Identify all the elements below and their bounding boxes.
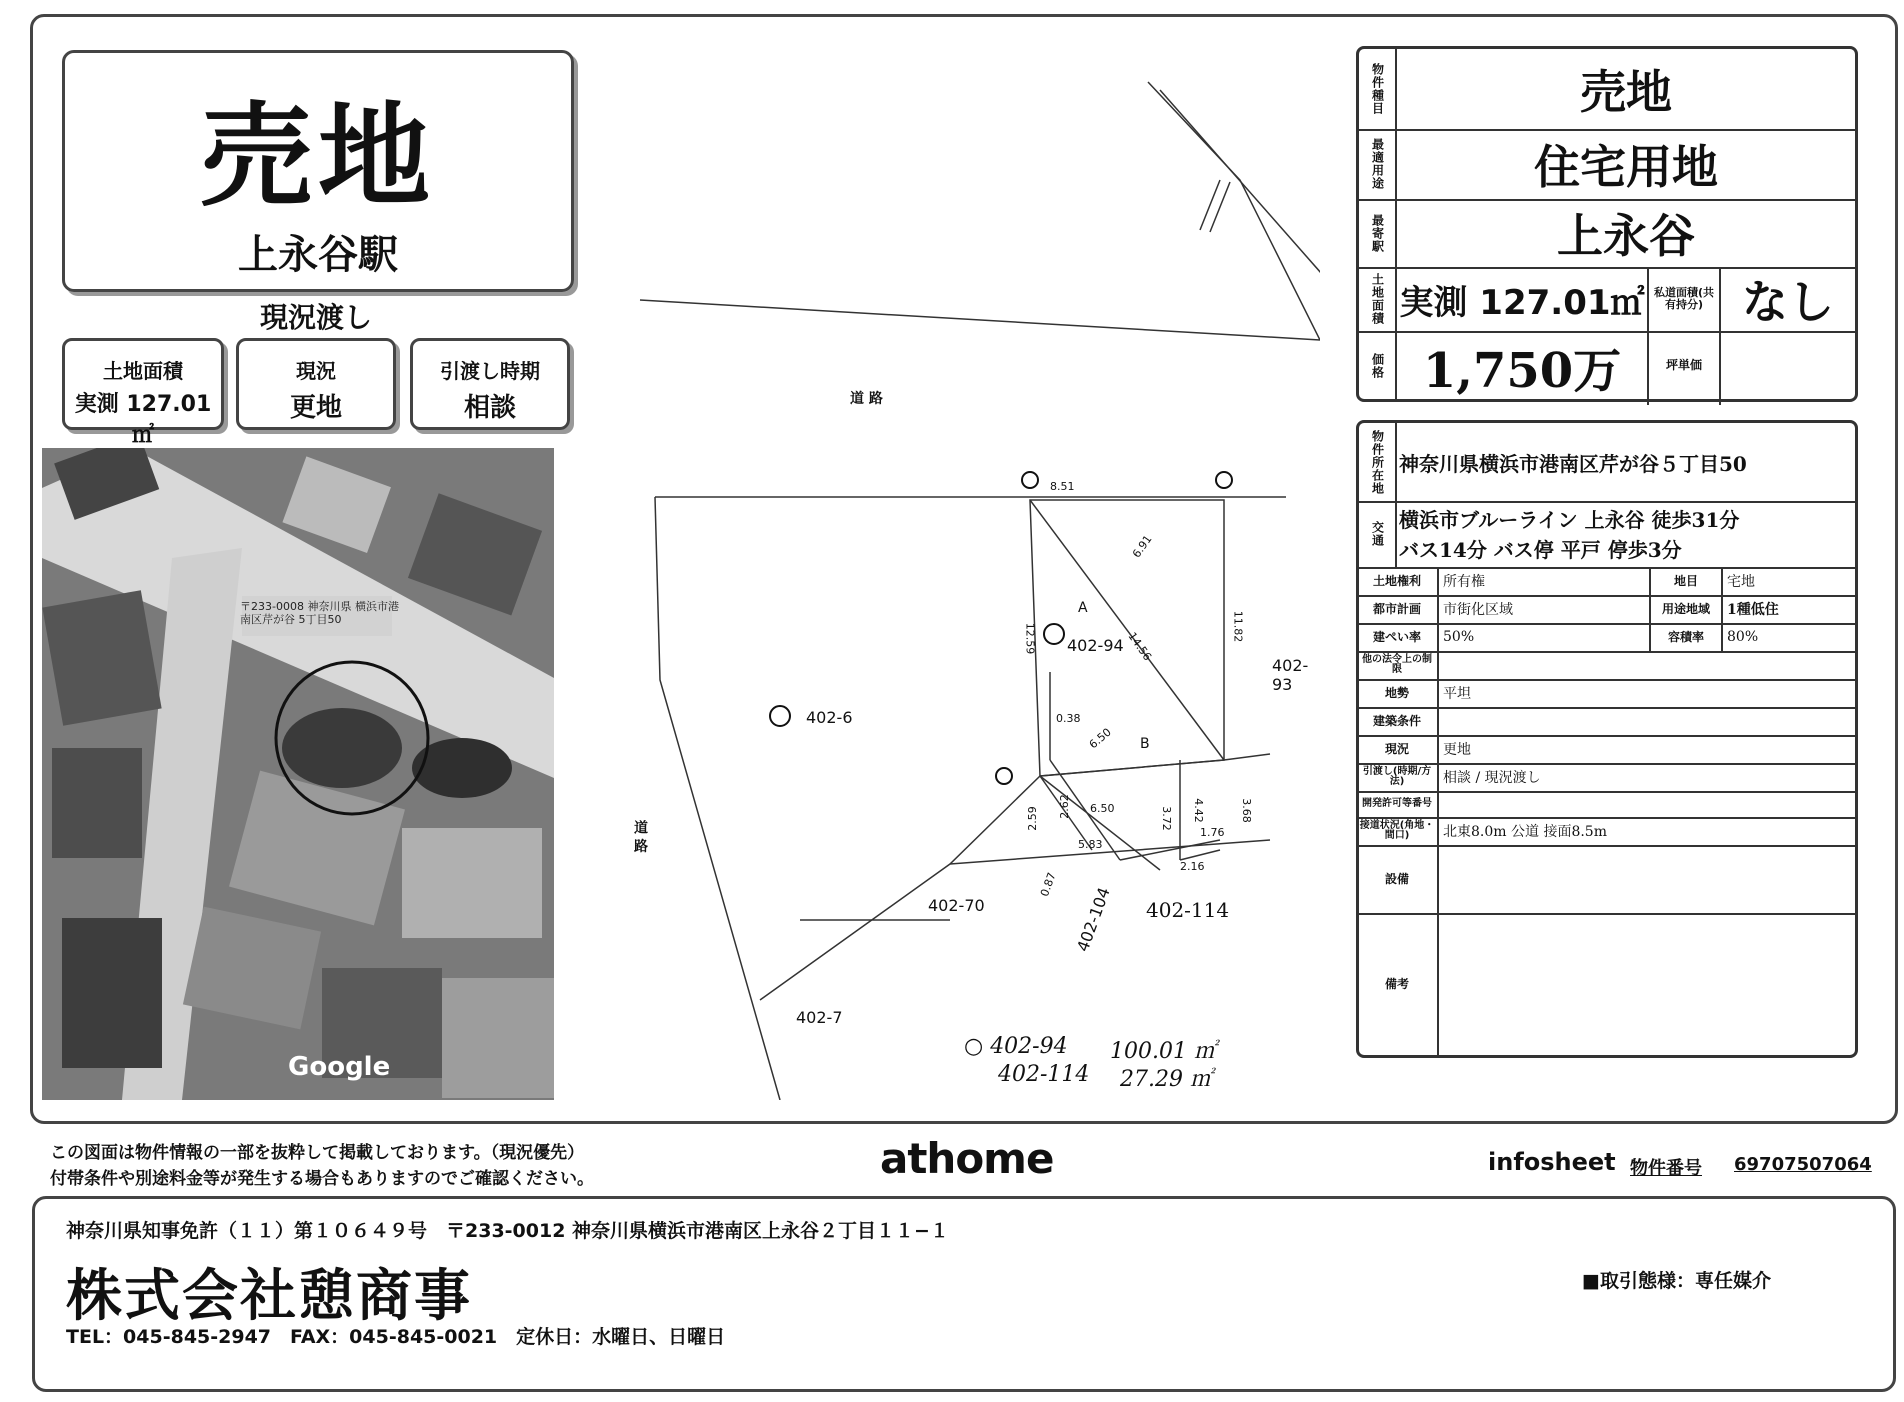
spec-value-transport-2: バス14分 バス停 平戸 停歩3分 — [1399, 537, 1682, 562]
spec-label-row: 備考 — [1384, 976, 1409, 991]
spec-label-row: 引渡し(時期/方法) — [1362, 765, 1432, 787]
spec-label-use: 最適用途 — [1370, 138, 1385, 190]
dimension-label: 5.83 — [1078, 838, 1103, 851]
dimension-label: 3.68 — [1239, 798, 1253, 823]
dimension-label: 2.59 — [1025, 806, 1039, 831]
spec-label-row: 現況 — [1384, 741, 1409, 756]
title-box — [62, 50, 574, 292]
spec-value-row: 市街化区域 — [1443, 602, 1513, 618]
summary-value: 実測 127.01㎡ — [74, 392, 212, 448]
dimension-label: 14.56 — [1125, 629, 1155, 664]
dimension-label: 11.82 — [1231, 610, 1245, 643]
athome-logo: athome — [880, 1134, 1054, 1183]
spec-value-row: 1種低住 — [1727, 602, 1779, 618]
dimension-label: 12.59 — [1023, 622, 1037, 655]
sublot-letter-b: B — [1140, 736, 1150, 752]
spec-value-row — [1443, 707, 1851, 735]
notice-line-1: この図面は物件情報の一部を抜粋して掲載しております。（現況優先） — [50, 1143, 585, 1163]
spec-value-row: 平坦 — [1443, 686, 1471, 702]
spec-value-row — [1443, 651, 1851, 679]
survey-drawing — [620, 60, 1320, 1100]
dimension-label: 6.91 — [1129, 532, 1155, 561]
property-number-label: 物件番号 — [1630, 1158, 1702, 1179]
spec-value-location: 神奈川県横浜市港南区芹が谷５丁目50 — [1399, 451, 1747, 476]
dimension-label: 2.62 — [1057, 794, 1071, 819]
spec-value-transport-1: 横浜市ブルーライン 上永谷 徒歩31分 — [1399, 507, 1740, 532]
spec-label-row: 地目 — [1673, 573, 1698, 588]
spec-label-type: 物件種目 — [1370, 63, 1385, 115]
company-name: 株式会社憩商事 — [66, 1264, 472, 1329]
area-note-value: 27.29 ㎡ — [1120, 1067, 1212, 1092]
google-watermark: Google — [288, 1052, 391, 1082]
summary-value: 相談 — [463, 393, 516, 423]
spec-value-row: 北東8.0m 公道 接面8.5m — [1443, 824, 1607, 840]
dimension-label: 6.50 — [1090, 802, 1115, 815]
aerial-photo — [42, 448, 554, 1100]
lot-label-402-104: 402-104 — [1073, 884, 1114, 955]
spec-label-row: 開発許可等番号 — [1362, 797, 1432, 809]
spec-label-tsubo: 坪単価 — [1665, 358, 1702, 373]
spec-label-price: 価格 — [1370, 353, 1385, 379]
photo-pin-text: 〒233-0008 神奈川県 横浜市港南区芹が谷 5丁目50 — [240, 600, 399, 627]
lot-label-main: 402-94 — [1067, 636, 1124, 655]
notice-line-2: 付帯条件や別途料金等が発生する場合もありますのでご確認ください。 — [50, 1169, 594, 1189]
summary-label: 土地面積 — [103, 359, 183, 383]
sublot-letter-a: A — [1078, 600, 1088, 616]
dimension-label: 0.38 — [1056, 712, 1081, 725]
area-note-value: 100.01 ㎡ — [1110, 1039, 1216, 1064]
spec-value-price: 1,750万 — [1422, 342, 1622, 399]
spec-table-summary — [1356, 46, 1858, 402]
area-note-lot: ○ 402-94 — [964, 1034, 1068, 1059]
summary-value: 更地 — [289, 393, 342, 423]
summary-box-handover — [410, 338, 570, 430]
title-station: 上永谷駅 — [238, 232, 398, 278]
spec-label-row: 建築条件 — [1372, 713, 1421, 728]
summary-box-area — [62, 338, 224, 448]
spec-value-area: 実測 127.01㎡ — [1399, 282, 1645, 323]
spec-label-row: 地勢 — [1384, 685, 1409, 700]
spec-value-row: 宅地 — [1727, 574, 1755, 590]
spec-label-location: 物件所在地 — [1370, 429, 1385, 495]
title-main: 売地 — [200, 92, 436, 222]
spec-value-row — [1443, 913, 1851, 1055]
spec-value-row: 相談 / 現況渡し — [1443, 770, 1541, 786]
license-line: 神奈川県知事免許（１１）第１０６４９号 〒233-0012 神奈川県横浜市港南区上永谷２丁目１１−１ — [66, 1220, 949, 1242]
trade-type: ■取引態様：専任媒介 — [1582, 1270, 1771, 1292]
spec-label-row: 接道状況(角地・間口) — [1359, 819, 1435, 841]
summary-label: 引渡し時期 — [440, 359, 540, 383]
spec-label-row: 容積率 — [1667, 629, 1704, 644]
road-label-side: 道 路 — [632, 820, 648, 853]
lot-label-402-7: 402-7 — [796, 1008, 843, 1027]
spec-value-row — [1443, 845, 1851, 913]
lot-label-402-70: 402-70 — [928, 896, 985, 915]
area-note-lot: 402-114 — [998, 1062, 1090, 1087]
spec-value-use: 住宅用地 — [1534, 140, 1718, 194]
dimension-label: 2.16 — [1180, 860, 1205, 873]
spec-value-private-road: なし — [1742, 275, 1834, 329]
infosheet-label: infosheet — [1488, 1148, 1616, 1176]
spec-label-row: 建ぺい率 — [1372, 629, 1421, 644]
spec-value-row — [1443, 791, 1851, 817]
road-label-top: 道 路 — [850, 391, 883, 407]
spec-label-transport: 交通 — [1370, 521, 1385, 547]
spec-label-row: 用途地域 — [1661, 601, 1710, 616]
spec-table-details — [1356, 420, 1858, 1058]
spec-label-private-road: 私道面積(共有持分) — [1653, 285, 1715, 311]
summary-label: 現況 — [296, 359, 336, 383]
dimension-label: 0.87 — [1037, 870, 1059, 899]
property-number: 69707507064 — [1734, 1154, 1872, 1175]
spec-value-row: 更地 — [1443, 742, 1471, 758]
spec-value-row: 所有権 — [1443, 574, 1485, 590]
spec-label-row: 他の法令上の制限 — [1362, 653, 1432, 675]
dimension-label: 3.72 — [1159, 806, 1173, 831]
spec-value-row: 80% — [1727, 629, 1759, 645]
lot-label-402-114: 402-114 — [1146, 898, 1230, 922]
lot-label-402-93: 402-93 — [1272, 656, 1309, 694]
contact-line: TEL：045-845-2947 FAX：045-845-0021 定休日：水曜日、日曜日 — [66, 1326, 726, 1348]
spec-label-area: 土地面積 — [1370, 273, 1385, 325]
spec-label-row: 設備 — [1384, 871, 1409, 886]
spec-label-row: 都市計画 — [1372, 601, 1421, 616]
spec-label-station: 最寄駅 — [1370, 213, 1385, 253]
dimension-label: 1.76 — [1200, 826, 1225, 839]
handover-status: 現況渡し — [260, 301, 373, 334]
dimension-label: 6.50 — [1086, 725, 1114, 752]
spec-value-type: 売地 — [1580, 65, 1672, 119]
spec-value-tsubo — [1721, 331, 1855, 401]
lot-label-402-6: 402-6 — [806, 708, 853, 727]
dimension-label: 8.51 — [1050, 480, 1075, 493]
dimension-label: 4.42 — [1191, 798, 1205, 823]
spec-value-station: 上永谷 — [1557, 209, 1695, 263]
spec-value-row: 50% — [1443, 629, 1475, 645]
spec-label-row: 土地権利 — [1372, 573, 1421, 588]
summary-box-condition — [236, 338, 396, 430]
